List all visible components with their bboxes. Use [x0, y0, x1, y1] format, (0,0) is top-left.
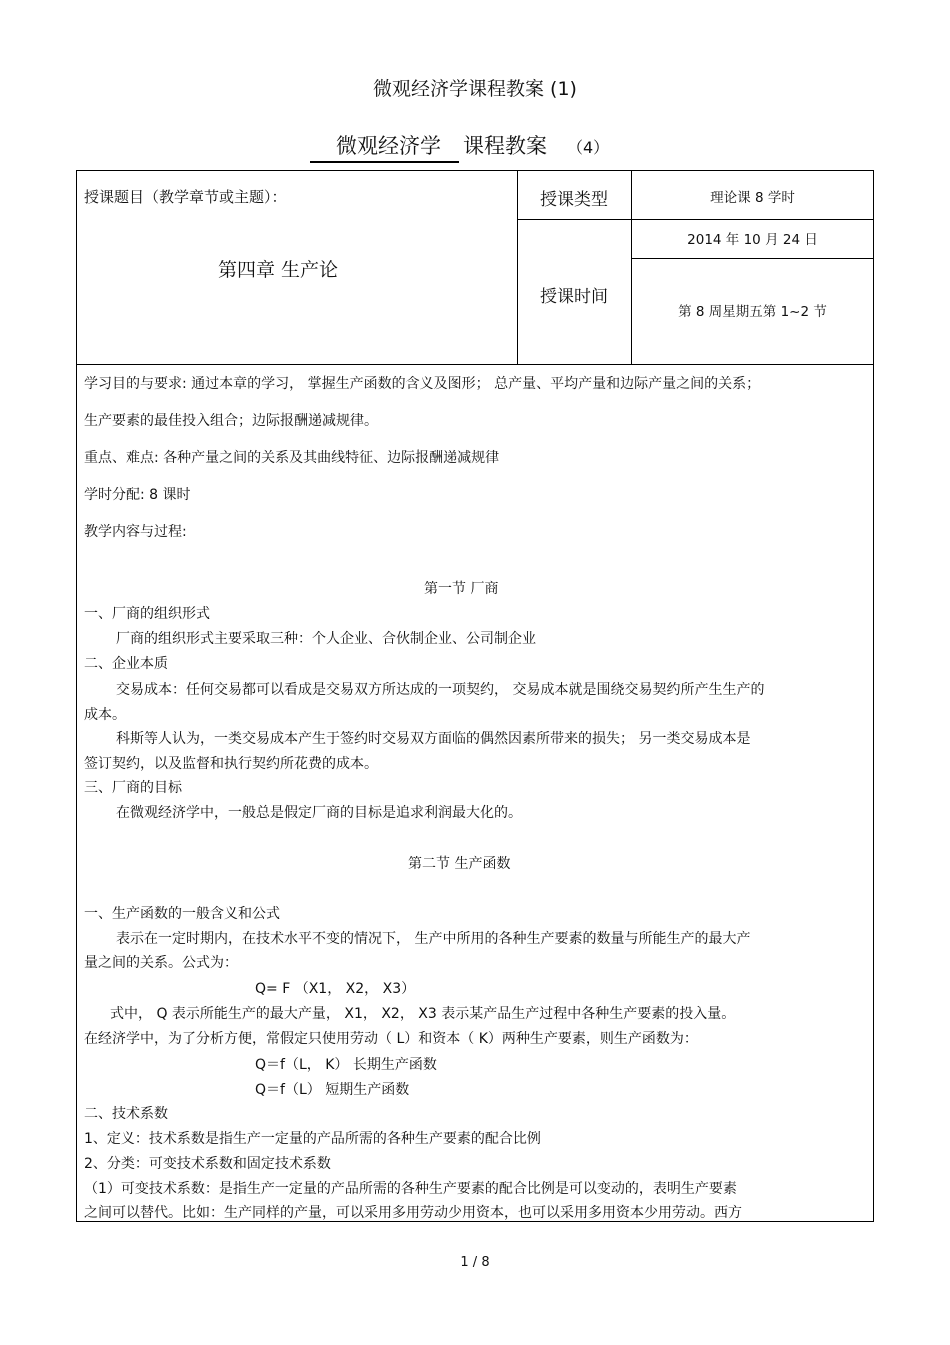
table-line-header-bottom	[76, 364, 874, 365]
content-line: 一、生产函数的一般含义和公式	[84, 906, 280, 922]
content-line: 教学内容与过程:	[84, 524, 187, 540]
table-line-type-row	[631, 219, 874, 220]
type-value: 理论课 8 学时	[710, 190, 795, 206]
document-title: 微观经济学课程教案 (1)	[373, 78, 577, 100]
content-line: 在经济学中，为了分析方便，常假定只使用劳动（ L）和资本（ K）两种生产要素，则生产函数为：	[84, 1031, 698, 1047]
table-line-type-label	[517, 219, 631, 220]
content-line: 科斯等人认为，一类交易成本产生于签约时交易双方面临的偶然因素所带来的损失； 另一类交易成本是	[116, 731, 751, 747]
session-value: 第 8 周星期五第 1~2 节	[678, 304, 827, 320]
content-line: 学习目的与要求: 通过本章的学习， 掌握生产函数的含义及图形； 总产量、平均产量和边际产量之间的关系；	[84, 376, 761, 392]
content-line: 一、厂商的组织形式	[84, 606, 210, 622]
section-heading: 第二节 生产函数	[408, 856, 511, 872]
type-label: 授课类型	[540, 190, 608, 210]
course-name: 微观经济学	[310, 130, 459, 163]
content-line: 式中， Q 表示所能生产的最大产量， X1， X2， X3 表示某产品生产过程中各种生产要素的投入量。	[110, 1006, 736, 1022]
content-line: 二、企业本质	[84, 656, 168, 672]
content-line: 1、定义：技术系数是指生产一定量的产品所需的各种生产要素的配合比例	[84, 1131, 541, 1147]
content-line: 表示在一定时期内，在技术水平不变的情况下， 生产中所用的各种生产要素的数量与所能生产的最大产	[116, 931, 751, 947]
course-title-suffix: 课程教案	[463, 134, 547, 158]
table-border-left	[76, 170, 77, 1222]
content-line: 重点、难点: 各种产量之间的关系及其曲线特征、边际报酬递减规律	[84, 450, 500, 466]
content-line: 三、厂商的目标	[84, 780, 182, 796]
content-line: 厂商的组织形式主要采取三种：个人企业、合伙制企业、公司制企业	[116, 631, 536, 647]
content-line: 生产要素的最佳投入组合；边际报酬递减规律。	[84, 413, 378, 429]
content-line: 交易成本：任何交易都可以看成是交易双方所达成的一项契约， 交易成本就是围绕交易契约所产生生产的	[116, 682, 765, 698]
table-border-right	[873, 170, 874, 1222]
formula: Q＝f（L） 短期生产函数	[255, 1082, 410, 1098]
time-label: 授课时间	[540, 287, 608, 307]
table-border-top	[76, 170, 874, 171]
content-line: （1）可变技术系数：是指生产一定量的产品所需的各种生产要素的配合比例是可以变动的，表明生产要素	[84, 1181, 737, 1197]
content-line: 签订契约，以及监督和执行契约所花费的成本。	[84, 756, 378, 772]
formula: Q＝f（L， K） 长期生产函数	[255, 1057, 437, 1073]
table-line-date-row	[631, 258, 874, 259]
section-heading: 第一节 厂商	[424, 581, 499, 597]
date-value: 2014 年 10 月 24 日	[687, 232, 818, 248]
page-number: 1 / 8	[460, 1255, 490, 1270]
content-line: 在微观经济学中，一般总是假定厂商的目标是追求利润最大化的。	[116, 805, 522, 821]
content-line: 量之间的关系。公式为：	[84, 955, 238, 971]
content-line: 之间可以替代。比如：生产同样的产量，可以采用多用劳动少用资本，也可以采用多用资本少用劳动。西方	[84, 1205, 742, 1221]
content-line: 二、技术系数	[84, 1106, 168, 1122]
topic-label: 授课题目（教学章节或主题）：	[84, 188, 287, 206]
content-line: 2、分类：可变技术系数和固定技术系数	[84, 1156, 331, 1172]
formula: Q= F （X1， X2， X3）	[255, 981, 416, 997]
chapter-title: 第四章 生产论	[218, 259, 339, 281]
lesson-number: （4）	[567, 138, 610, 157]
content-line: 学时分配: 8 课时	[84, 487, 191, 503]
content-line: 成本。	[84, 707, 126, 723]
course-title-row	[310, 130, 609, 163]
